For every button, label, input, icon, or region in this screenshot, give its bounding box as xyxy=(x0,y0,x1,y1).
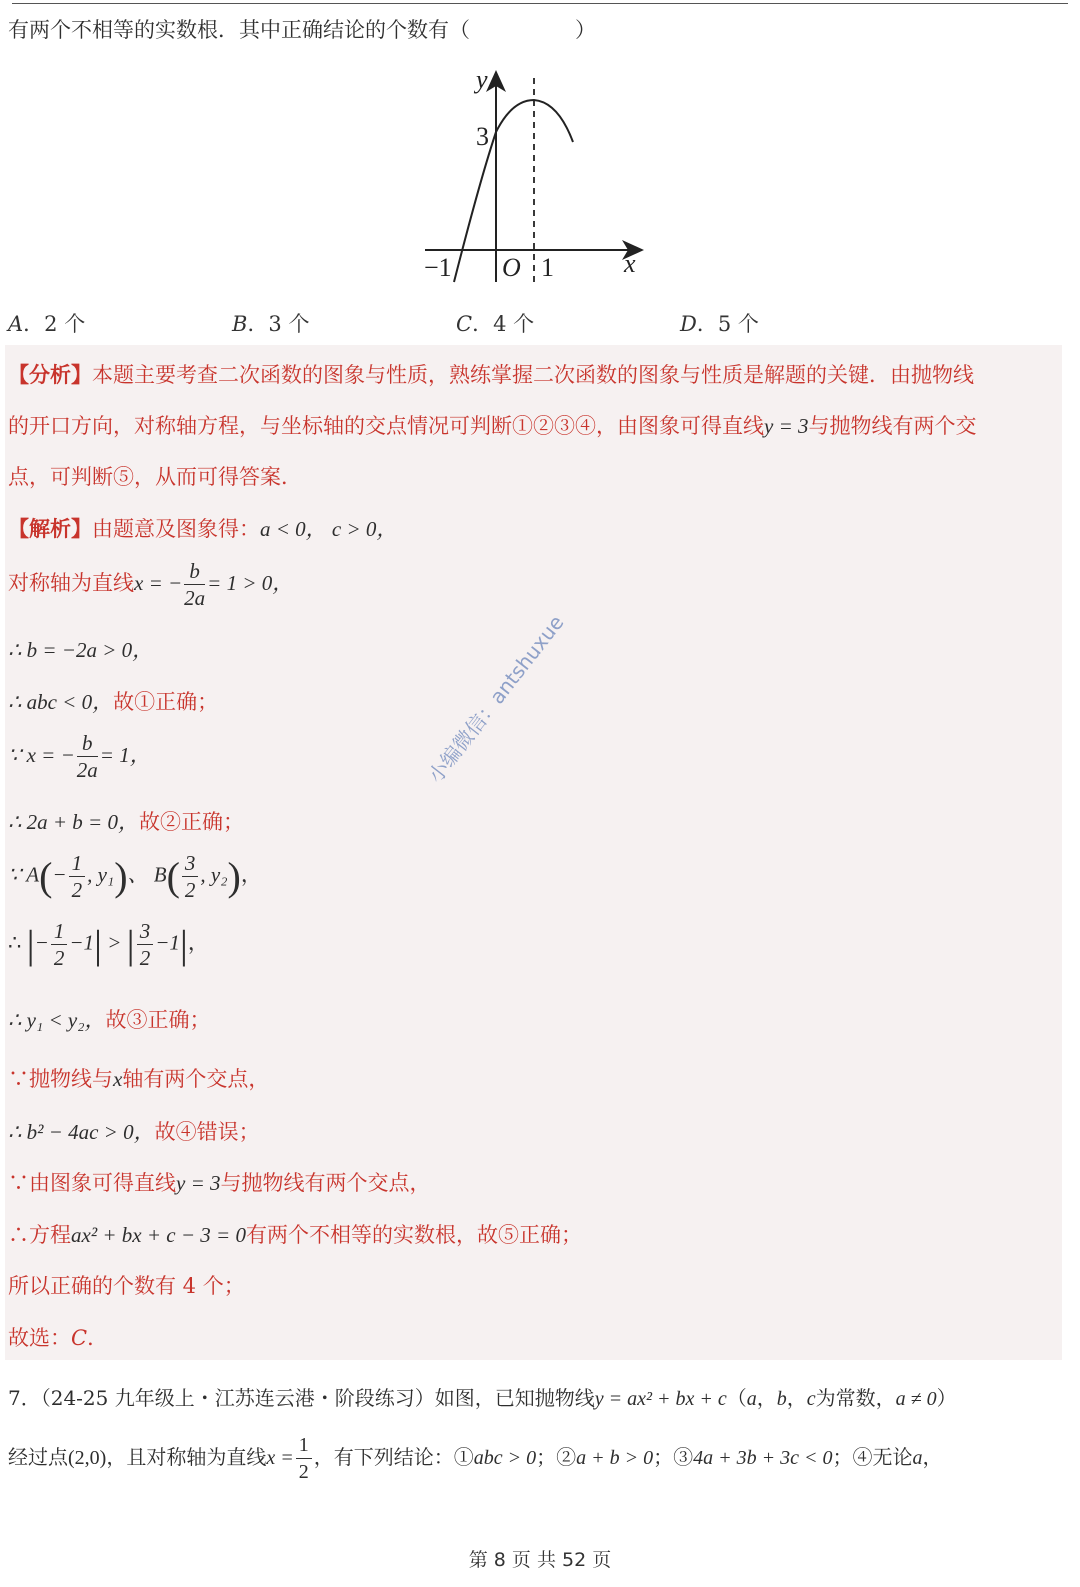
q7-line-2: 经过点(2,0)，且对称轴为直线x = $\frac{1}{2}$ ，有下列结论：①abc > 0；②a + b > 0；③4a + 3b + 3c < 0；④无论a， xyxy=(8,1434,943,1483)
solution-line-1: 【解析】由题意及图象得：a < 0， c > 0， xyxy=(8,516,398,541)
solution-line-7: ∵ A(− $\frac{1}{2}$ , y₁)、 B( $\frac{3}{2}$ , y₂)， xyxy=(8,851,262,902)
solution-line-4: ∴ abc < 0，故①正确； xyxy=(8,690,219,714)
question-tail: 有两个不相等的实数根．其中正确结论的个数有（ ） xyxy=(8,18,596,42)
parabola-graph xyxy=(410,60,660,290)
analysis-line-3: 点，可判断⑤，从而可得答案． xyxy=(8,465,302,489)
solution-line-11: ∴ b² − 4ac > 0，故④错误； xyxy=(8,1120,260,1144)
solution-line-6: ∴ 2a + b = 0，故②正确； xyxy=(8,810,244,834)
option-c: C．4 个 xyxy=(456,312,535,336)
analysis-line-2: 的开口方向，对称轴方程，与坐标轴的交点情况可判断①②③④，由图象可得直线y = 3与抛物线有两个交 xyxy=(8,414,977,438)
x-pos-label: 1 xyxy=(541,253,554,282)
solution-line-5: ∵ x = − $\frac{b}{2a}$ = 1， xyxy=(8,731,151,782)
solution-line-12: ∵由图象可得直线y = 3与抛物线有两个交点， xyxy=(8,1171,431,1195)
watermark: 小编微信：antshuxue xyxy=(423,610,569,788)
solution-line-15: 故选：C． xyxy=(8,1326,109,1350)
x-neg-label: −1 xyxy=(424,253,452,282)
solution-line-3: ∴ b = −2a > 0， xyxy=(8,638,154,662)
solution-line-14: 所以正确的个数有 4 个； xyxy=(8,1274,245,1298)
option-b: B．3 个 xyxy=(232,312,310,336)
option-d: D．5 个 xyxy=(680,312,759,336)
y-label: y xyxy=(476,65,488,94)
y-intercept-label: 3 xyxy=(476,122,489,151)
solution-line-2: 对称轴为直线x = − $\frac{b}{2a}$ = 1 > 0， xyxy=(8,559,294,610)
origin-label: O xyxy=(502,253,521,282)
option-a: A．2 个 xyxy=(8,312,86,336)
page-footer: 第 8 页 共 52 页 xyxy=(468,1549,612,1571)
q7-line-1: 7．（24-25 九年级上・江苏连云港・阶段练习）如图，已知抛物线y = ax² + bx + c（a，b，c为常数，a ≠ 0） xyxy=(8,1386,957,1410)
solution-line-13: ∴方程ax² + bx + c − 3 = 0有两个不相等的实数根，故⑤正确； xyxy=(8,1223,582,1247)
answer-options xyxy=(0,308,1080,338)
x-label: x xyxy=(624,249,636,278)
top-rule xyxy=(12,3,1068,4)
solution-line-10: ∵抛物线与x轴有两个交点， xyxy=(8,1067,270,1091)
analysis-line-1: 【分析】本题主要考查二次函数的图象与性质，熟练掌握二次函数的图象与性质是解题的关键．由抛物线 xyxy=(8,362,974,387)
solution-line-8: ∴ |− $\frac{1}{2}$ −1| > | $\frac{3}{2}$ −1|， xyxy=(8,919,209,970)
solution-line-9: ∴ y₁ < y₂，故③正确； xyxy=(8,1008,211,1032)
